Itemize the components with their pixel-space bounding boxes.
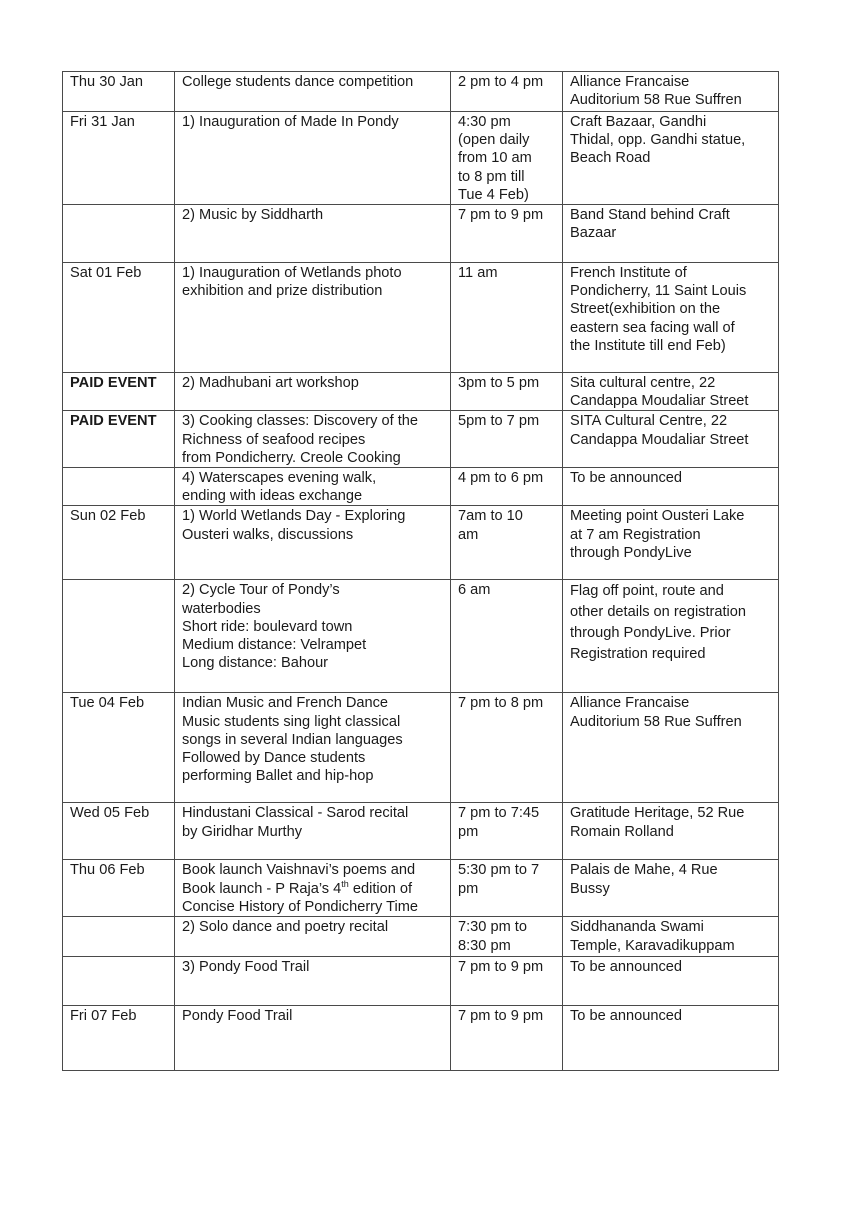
date-text: Thu 06 Feb xyxy=(70,862,145,879)
venue-cell xyxy=(563,373,779,411)
venue-cell xyxy=(563,205,779,263)
event-line: Concise History of Pondicherry Time xyxy=(182,898,419,915)
time-line: 7 pm to 7:45 xyxy=(458,805,540,822)
table-row xyxy=(63,112,779,205)
event-cell xyxy=(175,468,451,506)
venue-cell xyxy=(563,468,779,506)
event-cell xyxy=(175,112,451,205)
event-cell xyxy=(175,580,451,693)
event-cell xyxy=(175,693,451,803)
table-row xyxy=(63,373,779,411)
time-line: 7 pm to 9 pm xyxy=(458,959,544,976)
date-cell xyxy=(63,468,175,506)
table-row xyxy=(63,957,779,1006)
event-line: Hindustani Classical - Sarod recital xyxy=(182,805,409,822)
event-line: 1) World Wetlands Day - Exploring xyxy=(182,508,406,525)
time-line: Tue 4 Feb) xyxy=(458,186,529,203)
time-line: pm xyxy=(458,823,479,840)
event-text: Book launch - P Raja’s 4 xyxy=(182,880,342,897)
event-line: Richness of seafood recipes xyxy=(182,431,366,448)
venue-line: Alliance Francaise xyxy=(570,695,690,712)
venue-line: To be announced xyxy=(570,1008,682,1025)
time-cell xyxy=(451,860,563,917)
venue-line: Meeting point Ousteri Lake xyxy=(570,508,745,525)
event-line: Long distance: Bahour xyxy=(182,655,329,672)
venue-line: To be announced xyxy=(570,959,682,976)
venue-line: Candappa Moudaliar Street xyxy=(570,393,749,410)
venue-line: Palais de Mahe, 4 Rue xyxy=(570,862,718,879)
time-cell xyxy=(451,411,563,468)
time-cell xyxy=(451,506,563,580)
venue-line: Registration required xyxy=(570,646,706,663)
time-line: 8:30 pm xyxy=(458,937,511,954)
event-line: performing Ballet and hip-hop xyxy=(182,768,374,785)
event-schedule-table xyxy=(62,71,779,1071)
venue-line: Beach Road xyxy=(570,150,651,167)
event-cell xyxy=(175,803,451,860)
table-row xyxy=(63,1006,779,1071)
venue-line: Street(exhibition on the xyxy=(570,301,721,318)
event-line xyxy=(182,880,443,898)
venue-line: the Institute till end Feb) xyxy=(570,337,726,354)
event-cell xyxy=(175,205,451,263)
venue-line: Alliance Francaise xyxy=(570,74,690,90)
date-cell xyxy=(63,580,175,693)
event-line: 3) Cooking classes: Discovery of the xyxy=(182,413,419,430)
table-row xyxy=(63,468,779,506)
time-line: 4 pm to 6 pm xyxy=(458,470,544,487)
venue-cell xyxy=(563,112,779,205)
time-cell xyxy=(451,693,563,803)
time-line: 2 pm to 4 pm xyxy=(458,74,544,90)
time-cell xyxy=(451,72,563,112)
event-cell xyxy=(175,917,451,957)
event-line: 2) Cycle Tour of Pondy’s xyxy=(182,582,340,599)
venue-line: Candappa Moudaliar Street xyxy=(570,431,749,448)
time-cell xyxy=(451,468,563,506)
event-line: by Giridhar Murthy xyxy=(182,823,303,840)
venue-line: at 7 am Registration xyxy=(570,526,701,543)
event-cell xyxy=(175,1006,451,1071)
date-text: Tue 04 Feb xyxy=(70,695,145,712)
time-line: 11 am xyxy=(458,265,498,282)
date-cell xyxy=(63,803,175,860)
venue-cell xyxy=(563,72,779,112)
table-row xyxy=(63,803,779,860)
table-row xyxy=(63,72,779,112)
time-line: 7:30 pm to xyxy=(458,919,527,936)
date-text: Fri 07 Feb xyxy=(70,1008,137,1025)
venue-line: Pondicherry, 11 Saint Louis xyxy=(570,283,747,300)
date-cell xyxy=(63,263,175,373)
venue-line: Craft Bazaar, Gandhi xyxy=(570,114,707,130)
venue-line: Sita cultural centre, 22 xyxy=(570,375,716,392)
event-line: ending with ideas exchange xyxy=(182,488,363,505)
time-line: 4:30 pm xyxy=(458,114,511,130)
event-line: from Pondicherry. Creole Cooking xyxy=(182,449,401,466)
venue-line: Temple, Karavadikuppam xyxy=(570,937,735,954)
event-line: 4) Waterscapes evening walk, xyxy=(182,470,377,487)
table-row xyxy=(63,263,779,373)
date-text: Fri 31 Jan xyxy=(70,114,135,130)
event-cell xyxy=(175,72,451,112)
event-line: 2) Music by Siddharth xyxy=(182,207,324,224)
date-cell xyxy=(63,693,175,803)
event-line: Medium distance: Velrampet xyxy=(182,637,367,654)
event-cell xyxy=(175,373,451,411)
date-text: Thu 30 Jan xyxy=(70,74,144,90)
venue-line: SITA Cultural Centre, 22 xyxy=(570,413,728,430)
venue-cell xyxy=(563,506,779,580)
venue-line: To be announced xyxy=(570,470,682,487)
event-line: Music students sing light classical xyxy=(182,713,401,730)
venue-line: Band Stand behind Craft xyxy=(570,207,730,224)
time-line: 6 am xyxy=(458,582,491,599)
time-cell xyxy=(451,1006,563,1071)
venue-line: Bussy xyxy=(570,880,610,897)
venue-cell xyxy=(563,411,779,468)
table-row xyxy=(63,205,779,263)
date-cell xyxy=(63,506,175,580)
table-row xyxy=(63,860,779,917)
venue-line: eastern sea facing wall of xyxy=(570,319,735,336)
table-row xyxy=(63,506,779,580)
event-line: 2) Solo dance and poetry recital xyxy=(182,919,389,936)
event-line: 1) Inauguration of Made In Pondy xyxy=(182,114,399,130)
time-cell xyxy=(451,205,563,263)
event-text: edition of xyxy=(348,880,413,897)
venue-line: Gratitude Heritage, 52 Rue xyxy=(570,805,745,822)
time-line: (open daily xyxy=(458,132,530,149)
event-line: Pondy Food Trail xyxy=(182,1008,293,1025)
date-cell xyxy=(63,917,175,957)
venue-line: through PondyLive. Prior xyxy=(570,625,731,642)
event-line: exhibition and prize distribution xyxy=(182,283,383,300)
time-line: 7 pm to 9 pm xyxy=(458,1008,544,1025)
paid-event-cell xyxy=(63,411,175,468)
date-text: Wed 05 Feb xyxy=(70,805,150,822)
event-line: songs in several Indian languages xyxy=(182,731,403,748)
event-cell xyxy=(175,263,451,373)
event-line: Indian Music and French Dance xyxy=(182,695,389,712)
time-cell xyxy=(451,112,563,205)
table-row xyxy=(63,917,779,957)
event-line: Ousteri walks, discussions xyxy=(182,526,354,543)
venue-cell xyxy=(563,580,779,693)
event-cell xyxy=(175,411,451,468)
venue-line: other details on registration xyxy=(570,604,747,621)
venue-cell xyxy=(563,263,779,373)
venue-cell xyxy=(563,860,779,917)
venue-line: Bazaar xyxy=(570,225,617,242)
time-cell xyxy=(451,803,563,860)
venue-line: Auditorium 58 Rue Suffren xyxy=(570,713,742,730)
venue-cell xyxy=(563,803,779,860)
time-line: 7 pm to 8 pm xyxy=(458,695,544,712)
event-line: College students dance competition xyxy=(182,74,414,90)
table-row xyxy=(63,580,779,693)
date-text: Sat 01 Feb xyxy=(70,265,142,282)
time-line: pm xyxy=(458,880,479,897)
time-cell xyxy=(451,917,563,957)
venue-cell xyxy=(563,917,779,957)
date-cell xyxy=(63,205,175,263)
time-cell xyxy=(451,263,563,373)
event-line: Short ride: boulevard town xyxy=(182,618,353,635)
date-cell xyxy=(63,72,175,112)
event-cell xyxy=(175,860,451,917)
venue-cell xyxy=(563,957,779,1006)
paid-event-label: PAID EVENT xyxy=(70,413,157,430)
time-line: 5pm to 7 pm xyxy=(458,413,540,430)
date-text: Sun 02 Feb xyxy=(70,508,146,525)
event-line: 1) Inauguration of Wetlands photo xyxy=(182,265,402,282)
venue-line: Flag off point, route and xyxy=(570,583,724,600)
time-cell xyxy=(451,373,563,411)
event-line: 2) Madhubani art workshop xyxy=(182,375,359,392)
paid-event-label: PAID EVENT xyxy=(70,375,157,392)
time-line: to 8 pm till xyxy=(458,168,525,185)
time-cell xyxy=(451,580,563,693)
date-cell xyxy=(63,112,175,205)
event-line: 3) Pondy Food Trail xyxy=(182,959,310,976)
table-row xyxy=(63,693,779,803)
time-line: 7am to 10 xyxy=(458,508,523,525)
time-line: 7 pm to 9 pm xyxy=(458,207,544,224)
venue-line: French Institute of xyxy=(570,265,687,282)
table-row xyxy=(63,411,779,468)
date-cell xyxy=(63,1006,175,1071)
venue-cell xyxy=(563,693,779,803)
paid-event-cell xyxy=(63,373,175,411)
venue-line: through PondyLive xyxy=(570,544,692,561)
time-line: am xyxy=(458,526,479,543)
time-line: 3pm to 5 pm xyxy=(458,375,540,392)
venue-line: Auditorium 58 Rue Suffren xyxy=(570,92,742,109)
time-cell xyxy=(451,957,563,1006)
venue-cell xyxy=(563,1006,779,1071)
event-line: waterbodies xyxy=(182,600,261,617)
time-line: 5:30 pm to 7 xyxy=(458,862,540,879)
event-line: Followed by Dance students xyxy=(182,750,366,767)
venue-line: Siddhananda Swami xyxy=(570,919,704,936)
event-line: Book launch Vaishnavi’s poems and xyxy=(182,862,416,879)
date-cell xyxy=(63,957,175,1006)
superscript-th: th xyxy=(341,878,349,889)
event-cell xyxy=(175,506,451,580)
time-line: from 10 am xyxy=(458,150,532,167)
venue-line: Romain Rolland xyxy=(570,823,674,840)
date-cell xyxy=(63,860,175,917)
venue-line: Thidal, opp. Gandhi statue, xyxy=(570,132,746,149)
event-cell xyxy=(175,957,451,1006)
